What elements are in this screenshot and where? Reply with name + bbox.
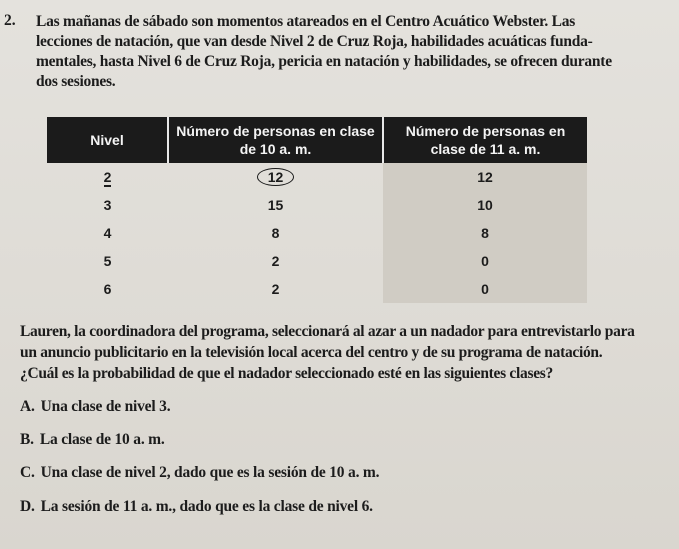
cell-11am: 8 <box>383 219 587 247</box>
cell-level: 4 <box>103 225 112 241</box>
option-text: La clase de 10 a. m. <box>39 431 165 448</box>
cell-11am: 0 <box>383 275 587 303</box>
cell-10am: 2 <box>271 281 280 297</box>
option-letter: D. <box>20 498 35 515</box>
cell-10am: 8 <box>271 225 280 241</box>
option-text: Una clase de nivel 2, dado que es la sesión de 10 a. m. <box>40 464 380 481</box>
cell-level <box>47 163 168 191</box>
body-line: un anuncio publicitario en la televisión local acerca del centro y de su programa de natación. <box>20 344 603 361</box>
table-row <box>47 191 587 219</box>
option-text: Una clase de nivel 3. <box>40 398 171 415</box>
table-row <box>47 219 587 247</box>
question-intro <box>36 12 662 92</box>
option-c <box>20 464 379 482</box>
cell-level: 3 <box>103 197 112 213</box>
table-row <box>47 275 587 303</box>
option-letter: C. <box>20 464 35 481</box>
cell-10am: 2 <box>271 253 280 269</box>
option-d <box>20 498 373 516</box>
header-11am: Número de personas en clase de 11 a. m. <box>383 117 587 163</box>
intro-line: lecciones de natación, que van desde Nivel 2 de Cruz Roja, habilidades acuáticas funda- <box>36 33 593 50</box>
body-line: Lauren, la coordinadora del programa, seleccionará al azar a un nadador para entrevistarlo para <box>20 323 635 340</box>
intro-line: dos sesiones. <box>36 73 116 90</box>
class-count-table <box>47 117 587 303</box>
table-row <box>47 163 587 191</box>
option-b <box>20 431 165 449</box>
option-letter: A. <box>20 398 35 415</box>
body-line: ¿Cuál es la probabilidad de que el nadador seleccionado esté en las siguientes clases? <box>20 365 553 382</box>
cell-11am: 12 <box>383 163 587 191</box>
option-text: La sesión de 11 a. m., dado que es la clase de nivel 6. <box>40 498 373 515</box>
question-number: 2. <box>4 12 16 29</box>
table-row <box>47 247 587 275</box>
cell-level-value: 2 <box>103 169 112 185</box>
cell-10am: 15 <box>267 197 284 213</box>
intro-line: Las mañanas de sábado son momentos atareados en el Centro Acuático Webster. Las <box>36 13 576 30</box>
option-letter: B. <box>20 431 34 448</box>
option-a <box>20 398 170 416</box>
cell-11am: 0 <box>383 247 587 275</box>
cell-level: 6 <box>103 281 112 297</box>
cell-10am <box>168 163 383 191</box>
cell-level: 5 <box>103 253 112 269</box>
cell-11am: 10 <box>383 191 587 219</box>
question-body <box>20 321 670 384</box>
intro-line: mentales, hasta Nivel 6 de Cruz Roja, pericia en natación y habilidades, se ofrecen durante <box>36 53 612 70</box>
header-10am: Número de personas en clase de 10 a. m. <box>168 117 383 163</box>
header-level: Nivel <box>47 117 168 163</box>
table-header-row <box>47 117 587 163</box>
cell-10am-value: 12 <box>257 168 295 186</box>
